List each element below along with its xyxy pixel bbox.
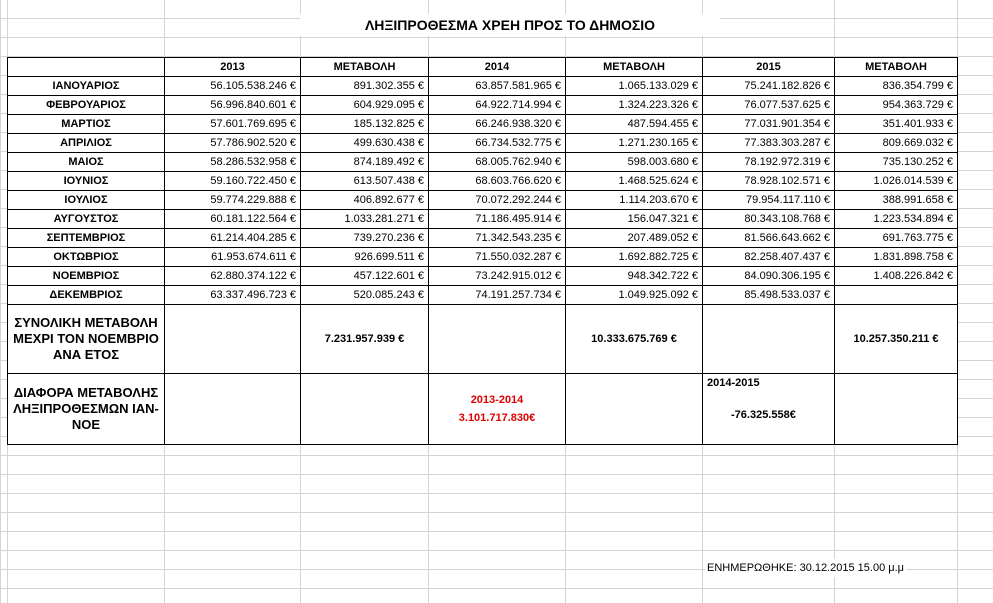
value-cell[interactable]: 735.130.252 €	[835, 153, 958, 172]
value-cell[interactable]: 351.401.933 €	[835, 115, 958, 134]
value-cell[interactable]: 1.692.882.725 €	[566, 248, 703, 267]
value-cell[interactable]: 613.507.438 €	[301, 172, 429, 191]
table-row	[8, 229, 958, 248]
header-cell[interactable]	[8, 58, 165, 77]
total-2015-cell[interactable]: 10.257.350.211 €	[835, 305, 958, 374]
value-cell[interactable]: 70.072.292.244 €	[429, 191, 566, 210]
value-cell[interactable]: 74.191.257.734 €	[429, 286, 566, 305]
value-cell[interactable]: 948.342.722 €	[566, 267, 703, 286]
table-row	[8, 210, 958, 229]
empty-cell[interactable]	[301, 374, 429, 445]
value-cell[interactable]: 71.550.032.287 €	[429, 248, 566, 267]
empty-cell[interactable]	[835, 374, 958, 445]
difference-2014-2015-cell[interactable]	[703, 374, 835, 445]
difference-row	[8, 374, 958, 445]
table-row	[8, 115, 958, 134]
header-cell[interactable]: ΜΕΤΑΒΟΛΗ	[566, 58, 703, 77]
value-cell[interactable]: 77.031.901.354 €	[703, 115, 835, 134]
value-cell[interactable]: 63.857.581.965 €	[429, 77, 566, 96]
value-cell[interactable]: 68.603.766.620 €	[429, 172, 566, 191]
empty-cell[interactable]	[566, 374, 703, 445]
difference-period: 2013-2014	[470, 394, 524, 406]
value-cell[interactable]: 78.928.102.571 €	[703, 172, 835, 191]
value-cell[interactable]: 59.774.229.888 €	[165, 191, 301, 210]
header-cell[interactable]: ΜΕΤΑΒΟΛΗ	[301, 58, 429, 77]
value-cell[interactable]: 62.880.374.122 €	[165, 267, 301, 286]
empty-cell[interactable]	[429, 305, 566, 374]
value-cell[interactable]: 954.363.729 €	[835, 96, 958, 115]
value-cell[interactable]: 71.342.543.235 €	[429, 229, 566, 248]
value-cell[interactable]: 85.498.533.037 €	[703, 286, 835, 305]
month-cell[interactable]: ΑΠΡΙΛΙΟΣ	[8, 134, 165, 153]
value-cell[interactable]: 457.122.601 €	[301, 267, 429, 286]
month-cell[interactable]: ΙΑΝΟΥΑΡΙΟΣ	[8, 77, 165, 96]
value-cell[interactable]: 64.922.714.994 €	[429, 96, 566, 115]
month-cell[interactable]: ΜΑΡΤΙΟΣ	[8, 115, 165, 134]
value-cell[interactable]: 691.763.775 €	[835, 229, 958, 248]
month-cell[interactable]: ΑΥΓΟΥΣΤΟΣ	[8, 210, 165, 229]
month-cell[interactable]: ΦΕΒΡΟΥΑΡΙΟΣ	[8, 96, 165, 115]
value-cell[interactable]: 66.246.938.320 €	[429, 115, 566, 134]
value-cell[interactable]: 1.026.014.539 €	[835, 172, 958, 191]
difference-period: 2014-2015	[707, 377, 760, 389]
value-cell[interactable]: 57.601.769.695 €	[165, 115, 301, 134]
value-cell[interactable]: 68.005.762.940 €	[429, 153, 566, 172]
value-cell[interactable]: 77.383.303.287 €	[703, 134, 835, 153]
value-cell[interactable]: 1.033.281.271 €	[301, 210, 429, 229]
value-cell[interactable]: 1.408.226.842 €	[835, 267, 958, 286]
value-cell[interactable]: 874.189.492 €	[301, 153, 429, 172]
table-row	[8, 153, 958, 172]
value-cell[interactable]: 520.085.243 €	[301, 286, 429, 305]
total-label[interactable]: ΣΥΝΟΛΙΚΗ ΜΕΤΑΒΟΛΗ ΜΕΧΡΙ ΤΟΝ ΝΟΕΜΒΡΙΟ ΑΝΑ ΕΤΟΣ	[8, 305, 165, 374]
value-cell[interactable]: 499.630.438 €	[301, 134, 429, 153]
value-cell[interactable]: 82.258.407.437 €	[703, 248, 835, 267]
month-cell[interactable]: ΙΟΥΛΙΟΣ	[8, 191, 165, 210]
value-cell[interactable]: 836.354.799 €	[835, 77, 958, 96]
value-cell[interactable]: 1.049.925.092 €	[566, 286, 703, 305]
header-cell[interactable]: 2015	[703, 58, 835, 77]
value-cell[interactable]: 80.343.108.768 €	[703, 210, 835, 229]
sheet-title: ΛΗΞΙΠΡΟΘΕΣΜΑ ΧΡΕΗ ΠΡΟΣ ΤΟ ΔΗΜΟΣΙΟ	[300, 14, 720, 36]
value-cell[interactable]: 598.003.680 €	[566, 153, 703, 172]
value-cell[interactable]: 56.105.538.246 €	[165, 77, 301, 96]
value-cell[interactable]: 59.160.722.450 €	[165, 172, 301, 191]
value-cell[interactable]: 739.270.236 €	[301, 229, 429, 248]
value-cell[interactable]: 84.090.306.195 €	[703, 267, 835, 286]
difference-value: -76.325.558€	[731, 409, 796, 421]
value-cell[interactable]: 78.192.972.319 €	[703, 153, 835, 172]
value-cell[interactable]: 926.699.511 €	[301, 248, 429, 267]
value-cell[interactable]: 63.337.496.723 €	[165, 286, 301, 305]
value-cell[interactable]: 76.077.537.625 €	[703, 96, 835, 115]
value-cell[interactable]: 809.669.032 €	[835, 134, 958, 153]
difference-2013-2014-cell[interactable]	[429, 374, 566, 445]
value-cell[interactable]: 61.214.404.285 €	[165, 229, 301, 248]
table-row	[8, 134, 958, 153]
empty-cell[interactable]	[165, 305, 301, 374]
month-cell[interactable]: ΜΑΙΟΣ	[8, 153, 165, 172]
value-cell[interactable]: 66.734.532.775 €	[429, 134, 566, 153]
value-cell[interactable]: 891.302.355 €	[301, 77, 429, 96]
value-cell[interactable]: 1.324.223.326 €	[566, 96, 703, 115]
total-2013-cell[interactable]: 7.231.957.939 €	[301, 305, 429, 374]
header-cell[interactable]: 2014	[429, 58, 566, 77]
month-cell[interactable]: ΙΟΥΝΙΟΣ	[8, 172, 165, 191]
difference-value: 3.101.717.830€	[458, 412, 536, 424]
value-cell[interactable]: 185.132.825 €	[301, 115, 429, 134]
value-cell[interactable]: 75.241.182.826 €	[703, 77, 835, 96]
value-cell[interactable]: 156.047.321 €	[566, 210, 703, 229]
table-row	[8, 286, 958, 305]
value-cell[interactable]: 604.929.095 €	[301, 96, 429, 115]
arrears-table	[7, 57, 958, 445]
month-cell[interactable]: ΣΕΠΤΕΜΒΡΙΟΣ	[8, 229, 165, 248]
value-cell[interactable]: 1.223.534.894 €	[835, 210, 958, 229]
value-cell[interactable]: 58.286.532.958 €	[165, 153, 301, 172]
table-row	[8, 248, 958, 267]
total-2014-cell[interactable]: 10.333.675.769 €	[566, 305, 703, 374]
value-cell[interactable]: 1.468.525.624 €	[566, 172, 703, 191]
value-cell[interactable]: 79.954.117.110 €	[703, 191, 835, 210]
value-cell[interactable]: 406.892.677 €	[301, 191, 429, 210]
table-row	[8, 77, 958, 96]
month-cell[interactable]: ΟΚΤΩΒΡΙΟΣ	[8, 248, 165, 267]
value-cell[interactable]: 61.953.674.611 €	[165, 248, 301, 267]
value-cell[interactable]: 57.786.902.520 €	[165, 134, 301, 153]
header-cell[interactable]: ΜΕΤΑΒΟΛΗ	[835, 58, 958, 77]
value-cell[interactable]: 71.186.495.914 €	[429, 210, 566, 229]
value-cell[interactable]: 207.489.052 €	[566, 229, 703, 248]
table-row	[8, 172, 958, 191]
value-cell[interactable]: 487.594.455 €	[566, 115, 703, 134]
total-row	[8, 305, 958, 374]
value-cell[interactable]: 60.181.122.564 €	[165, 210, 301, 229]
month-cell[interactable]: ΝΟΕΜΒΡΙΟΣ	[8, 267, 165, 286]
header-cell[interactable]: 2013	[165, 58, 301, 77]
difference-label[interactable]: ΔΙΑΦΟΡΑ ΜΕΤΑΒΟΛΗΣ ΛΗΞΙΠΡΟΘΕΣΜΩΝ ΙΑΝ-ΝΟΕ	[8, 374, 165, 445]
header-row	[8, 58, 958, 77]
value-cell[interactable]: 1.271.230.165 €	[566, 134, 703, 153]
updated-note: ΕΝΗΜΕΡΩΘΗΚΕ: 30.12.2015 15.00 μ.μ	[705, 559, 906, 577]
value-cell[interactable]: 1.831.898.758 €	[835, 248, 958, 267]
value-cell[interactable]: 81.566.643.662 €	[703, 229, 835, 248]
value-cell[interactable]: 56.996.840.601 €	[165, 96, 301, 115]
value-cell[interactable]: 388.991.658 €	[835, 191, 958, 210]
table-row	[8, 191, 958, 210]
value-cell[interactable]: 73.242.915.012 €	[429, 267, 566, 286]
value-cell[interactable]	[835, 286, 958, 305]
value-cell[interactable]: 1.114.203.670 €	[566, 191, 703, 210]
table-row	[8, 96, 958, 115]
month-cell[interactable]: ΔΕΚΕΜΒΡΙΟΣ	[8, 286, 165, 305]
empty-cell[interactable]	[703, 305, 835, 374]
empty-cell[interactable]	[165, 374, 301, 445]
value-cell[interactable]: 1.065.133.029 €	[566, 77, 703, 96]
table-row	[8, 267, 958, 286]
